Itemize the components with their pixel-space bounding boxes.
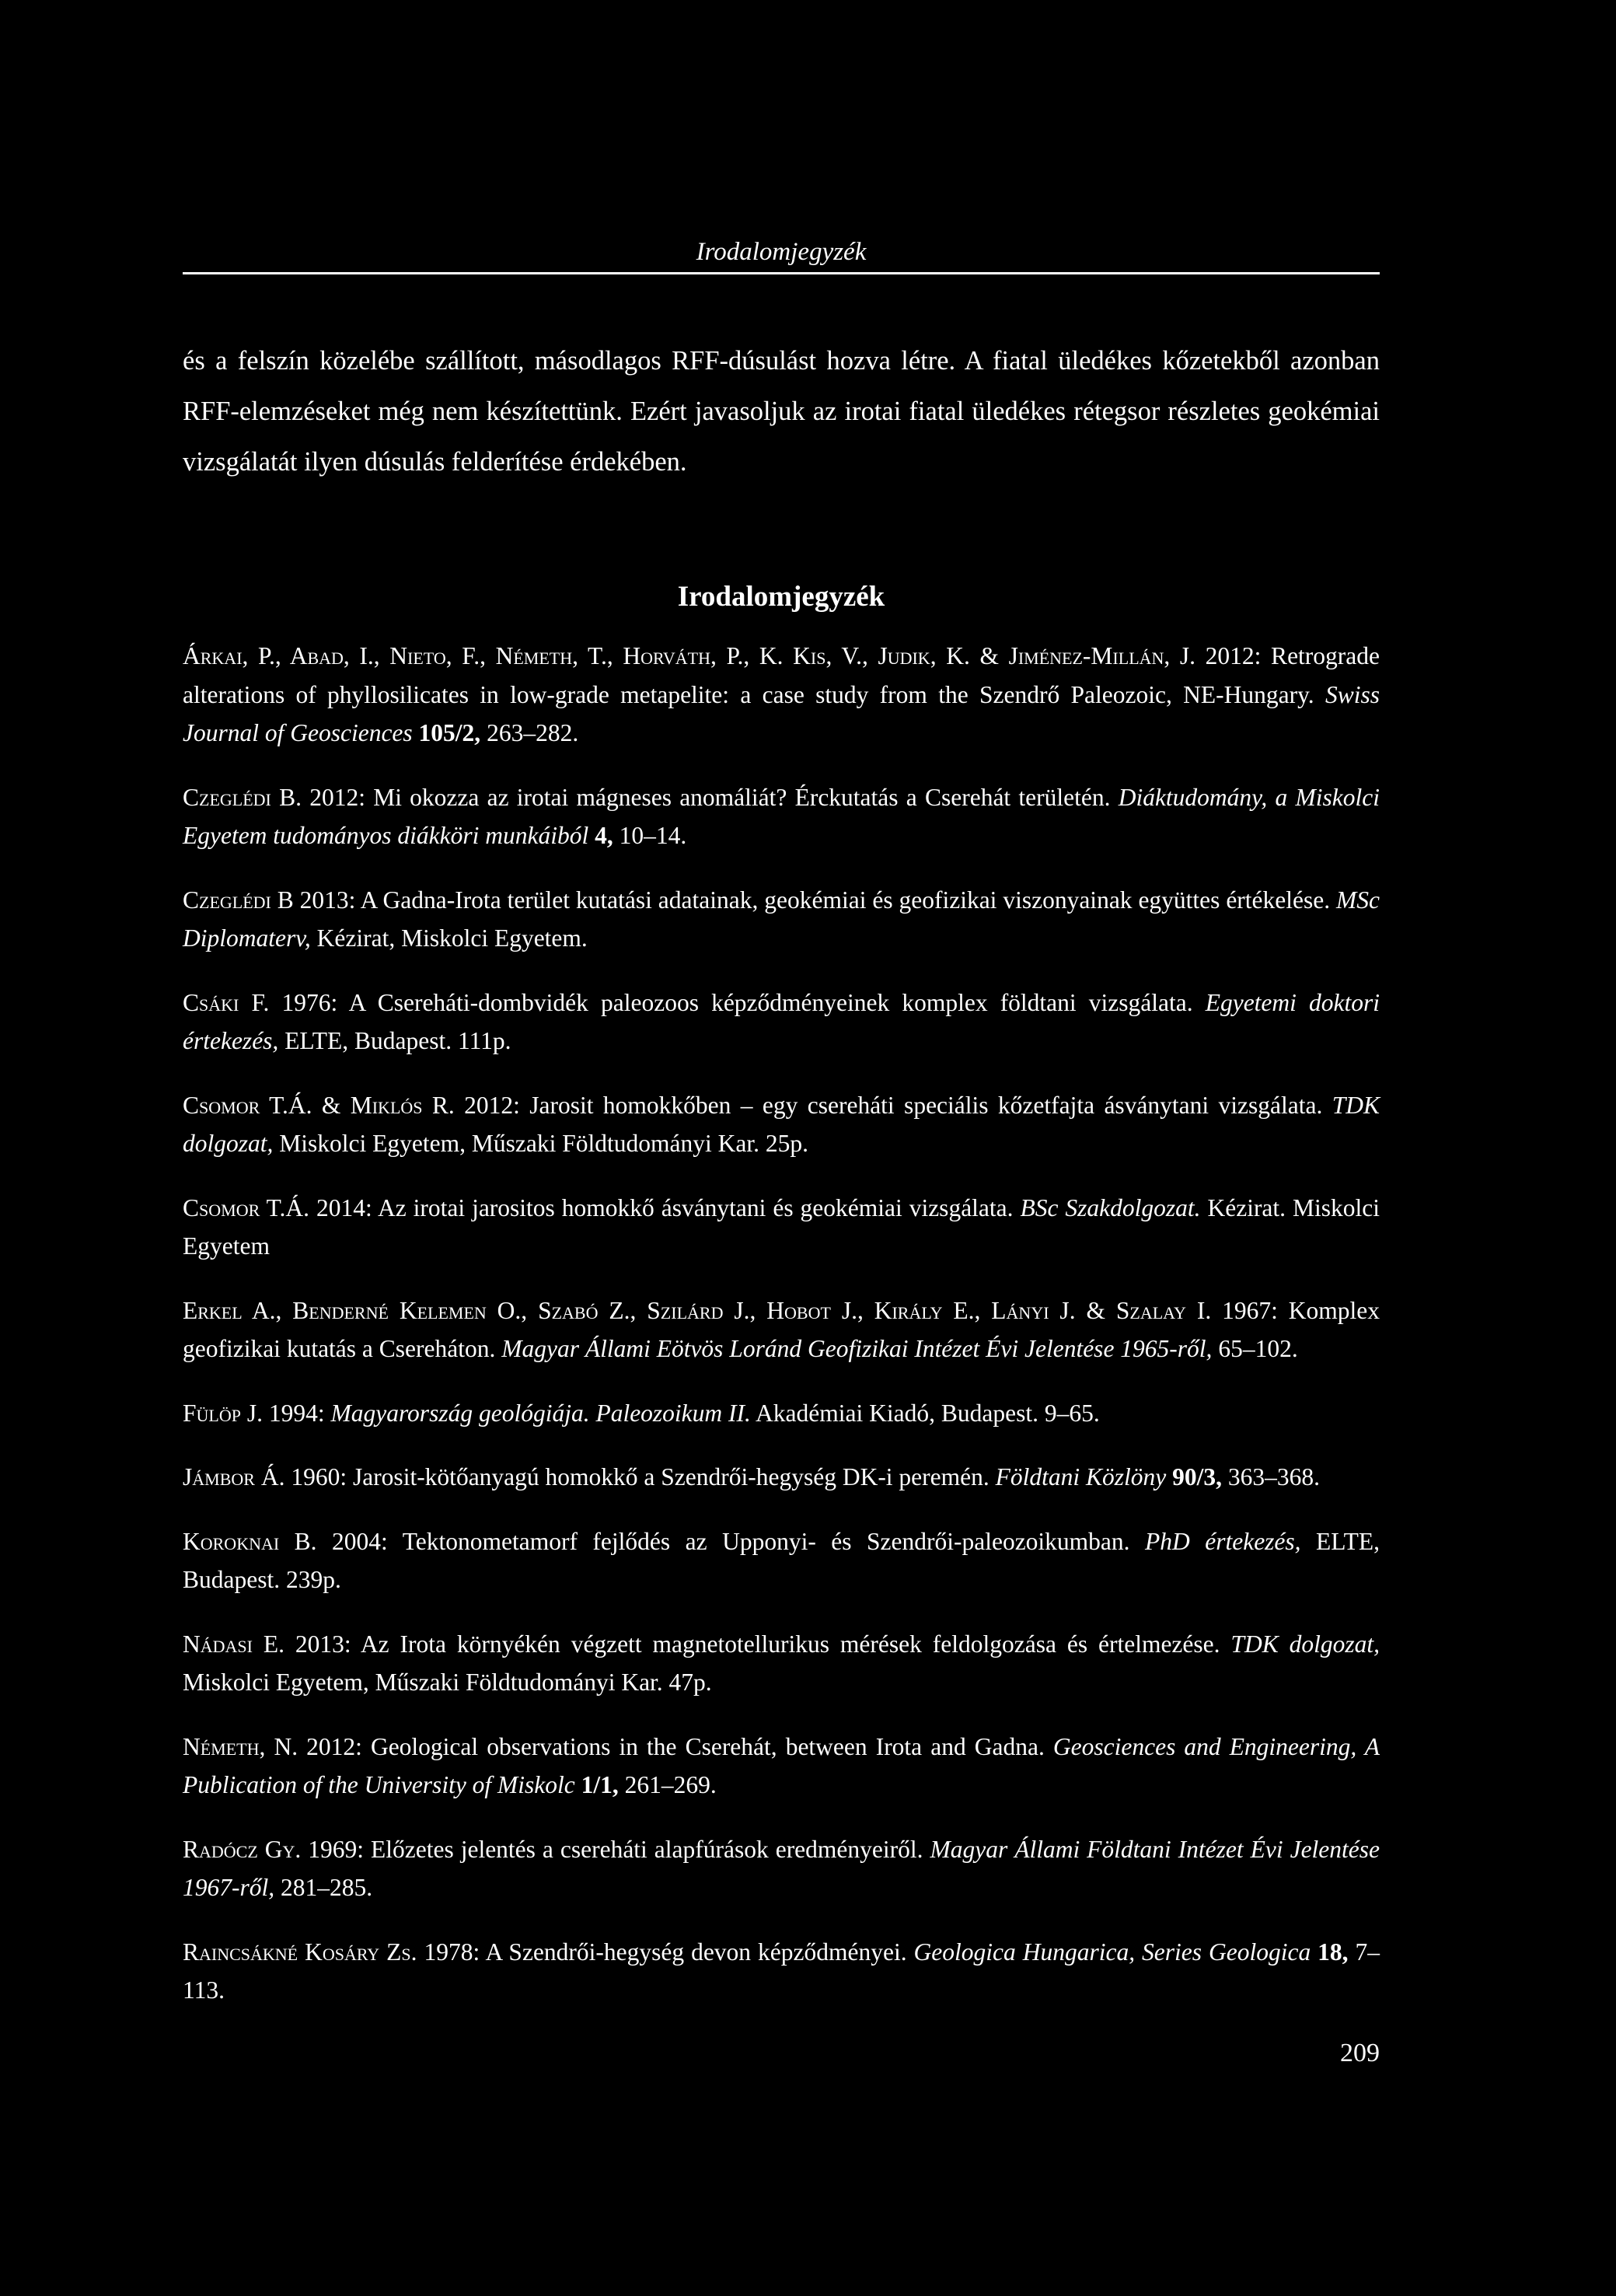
reference-volume: 4,	[595, 822, 613, 849]
reference-entry	[183, 637, 1380, 753]
reference-authors: Radócz Gy.	[183, 1835, 302, 1863]
reference-text: 2014: Az irotai jarositos homokkő ásványtani és geokémiai vizsgálata.	[309, 1193, 1021, 1221]
reference-authors: Raincsákné Kosáry Zs.	[183, 1938, 417, 1966]
reference-authors: Fülöp J.	[183, 1399, 263, 1427]
reference-text: 2012: Retrograde alterations of phyllosilicates in low-grade metapelite: a case study from the Szendrő Paleozoic, NE-Hungary.	[183, 642, 1380, 708]
reference-volume: 90/3,	[1172, 1463, 1223, 1490]
running-head: Irodalomjegyzék	[183, 233, 1380, 274]
reference-series: PhD értekezés,	[1145, 1527, 1301, 1555]
reference-series: TDK dolgozat,	[183, 1091, 1380, 1157]
reference-pages: Kézirat, Miskolci Egyetem.	[310, 924, 588, 952]
reference-pages: Miskolci Egyetem, Műszaki Földtudományi Kar. 47p.	[183, 1669, 712, 1696]
reference-entry	[183, 1291, 1380, 1368]
reference-series: BSc Szakdolgozat.	[1020, 1193, 1201, 1221]
reference-series: Geosciences and Engineering, A Publication of the University of Miskolc	[183, 1732, 1380, 1798]
reference-volume: 1/1,	[581, 1771, 619, 1798]
reference-pages: 65–102.	[1212, 1335, 1298, 1362]
reference-authors: Csomor T.Á.	[183, 1193, 310, 1221]
reference-series: Magyar Állami Földtani Intézet Évi Jelentése 1967-ről,	[183, 1835, 1380, 1901]
reference-authors: Németh, N.	[183, 1732, 298, 1760]
reference-entry	[183, 984, 1380, 1061]
reference-pages: Akadémiai Kiadó, Budapest. 9–65.	[750, 1399, 1100, 1427]
reference-series: Geologica Hungarica, Series Geologica	[913, 1938, 1311, 1966]
reference-pages: Kézirat. Miskolci Egyetem	[183, 1193, 1380, 1260]
reference-volume: 105/2,	[418, 719, 481, 746]
reference-entry	[183, 1458, 1380, 1497]
reference-text: 1978: A Szendrői-hegység devon képződményei.	[417, 1938, 914, 1966]
reference-separator	[1166, 1463, 1172, 1490]
reference-authors: Csomor T.Á. & Miklós R.	[183, 1091, 455, 1119]
reference-series: TDK dolgozat,	[1230, 1630, 1380, 1658]
page-number: 209	[1340, 2039, 1380, 2067]
reference-entry	[183, 1728, 1380, 1805]
reference-text: 2012: Mi okozza az irotai mágneses anomáliát? Érckutatás a Cserehát területén.	[301, 783, 1119, 811]
reference-text: 1976: A Csereháti-dombvidék paleozoos képződményeinek komplex földtani vizsgálata.	[269, 988, 1206, 1016]
reference-separator	[413, 719, 419, 746]
reference-entry	[183, 1189, 1380, 1266]
reference-list	[183, 637, 1380, 2036]
reference-authors: Jámbor Á.	[183, 1463, 285, 1490]
reference-pages: 7–113.	[183, 1938, 1380, 2004]
reference-entry	[183, 881, 1380, 958]
reference-authors: Nádasi E.	[183, 1630, 284, 1658]
reference-authors: Erkel A., Benderné Kelemen O., Szabó Z., Szilárd J., Hobot J., Király E., Lányi J. & Szalay I.	[183, 1296, 1212, 1324]
reference-series: Földtani Közlöny	[995, 1463, 1167, 1490]
reference-entry	[183, 1625, 1380, 1702]
reference-text: 1994:	[262, 1399, 331, 1427]
reference-pages: 261–269.	[618, 1771, 717, 1798]
reference-series: Egyetemi doktori értekezés,	[183, 988, 1380, 1054]
reference-text: 2013: A Gadna-Irota terület kutatási adatainak, geokémiai és geofizikai viszonyainak együttes értékelése.	[293, 886, 1337, 914]
reference-series: Magyar Állami Eötvös Loránd Geofizikai Intézet Évi Jelentése 1965-ről,	[501, 1335, 1213, 1362]
reference-authors: Koroknai B.	[183, 1527, 317, 1555]
reference-authors: Czeglédi B	[183, 886, 294, 914]
reference-pages: 263–282.	[480, 719, 579, 746]
reference-entry	[183, 1933, 1380, 2010]
reference-pages: 281–285.	[274, 1874, 373, 1901]
reference-series: Swiss Journal of Geosciences	[183, 680, 1380, 746]
reference-entry	[183, 1522, 1380, 1599]
reference-text: 2012: Jarosit homokkőben – egy csereháti speciális kőzetfajta ásványtani vizsgálata.	[454, 1091, 1332, 1119]
reference-pages: 10–14.	[613, 822, 687, 849]
reference-entry	[183, 778, 1380, 855]
reference-series: MSc Diplomaterv,	[183, 886, 1380, 952]
reference-pages: ELTE, Budapest. 239p.	[183, 1527, 1380, 1593]
reference-separator	[575, 1771, 581, 1798]
section-title: Irodalomjegyzék	[677, 581, 885, 613]
reference-pages: ELTE, Budapest. 111p.	[278, 1027, 511, 1054]
reference-authors: Csáki F.	[183, 988, 270, 1016]
reference-separator	[588, 822, 595, 849]
reference-text: 1960: Jarosit-kötőanyagú homokkő a Szendrői-hegység DK-i peremén.	[284, 1463, 996, 1490]
reference-text: 1969: Előzetes jelentés a csereháti alapfúrások eredményeiről.	[301, 1835, 930, 1863]
reference-pages: 363–368.	[1222, 1463, 1321, 1490]
reference-text: 1967: Komplex geofizikai kutatás a Csereháton.	[183, 1296, 1380, 1362]
reference-series: Magyarország geológiája. Paleozoikum II.	[330, 1399, 751, 1427]
reference-text: 2012: Geological observations in the Cserehát, between Irota and Gadna.	[298, 1732, 1053, 1760]
reference-authors: Czeglédi B.	[183, 783, 302, 811]
reference-authors: Árkai, P., Abad, I., Nieto, F., Németh, T., Horváth, P., K. Kis, V., Judik, K. & Jiménez-Millán, J.	[183, 642, 1196, 669]
reference-text: 2004: Tektonometamorf fejlődés az Upponyi- és Szendrői-paleozoikumban.	[316, 1527, 1146, 1555]
reference-entry	[183, 1830, 1380, 1907]
reference-entry	[183, 1086, 1380, 1163]
reference-pages: Miskolci Egyetem, Műszaki Földtudományi Kar. 25p.	[273, 1130, 808, 1157]
reference-text: 2013: Az Irota környékén végzett magnetotellurikus mérések feldolgozása és értelmezése.	[284, 1630, 1231, 1658]
reference-volume: 18,	[1318, 1938, 1349, 1966]
reference-separator	[1311, 1938, 1318, 1966]
reference-series: Diáktudomány, a Miskolci Egyetem tudományos diákköri munkáiból	[183, 783, 1380, 849]
reference-entry	[183, 1394, 1380, 1433]
intro-paragraph: és a felszín közelébe szállított, másodlagos RFF-dúsulást hozva létre. A fiatal üledékes kőzetekből azonban RFF-elemzéseket még nem készítettünk. Ezért javasoljuk az irotai fiatal üledékes rétegsor részletes geokémiai vizsgálatát ilyen dúsulás felderítése érdekében.	[183, 346, 1380, 477]
